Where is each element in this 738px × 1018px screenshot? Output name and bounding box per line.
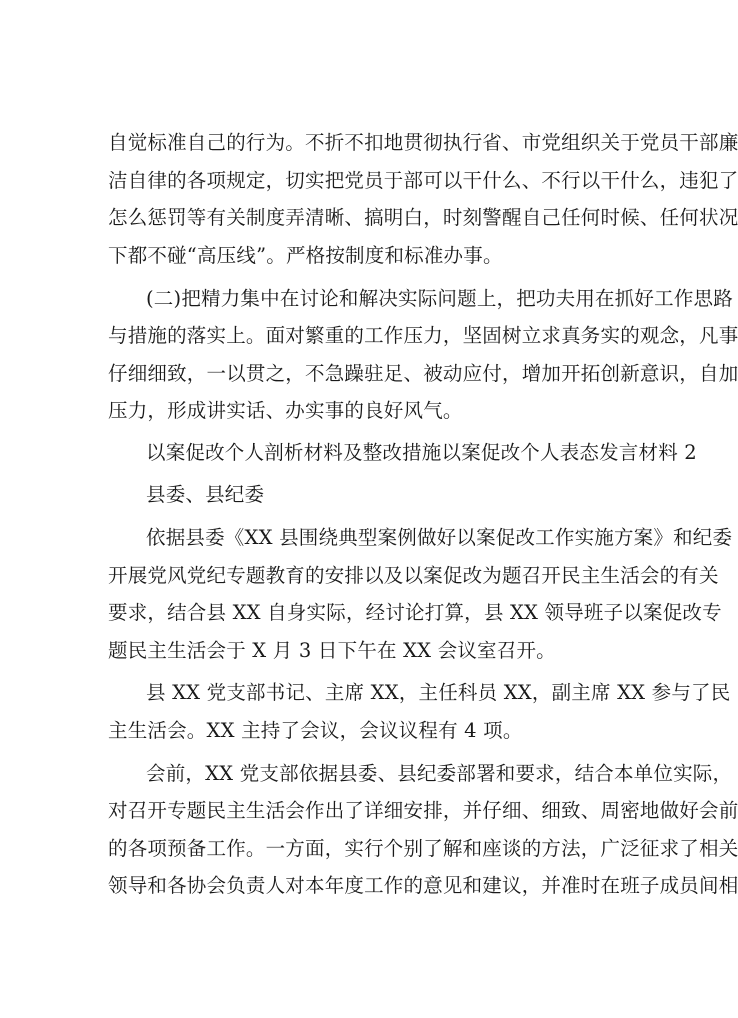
paragraph-line: 题民主生活会于 X 月 3 日下午在 XX 会议室召开。 (108, 639, 556, 662)
paragraph-line: 依据县委《XX 县围绕典型案例做好以案促改工作实施方案》和纪委 (146, 526, 733, 549)
addressee: 县委、县纪委 (146, 483, 265, 506)
paragraph-line: (二)把精力集中在讨论和解决实际问题上，把功夫用在抓好工作思路 (146, 287, 733, 310)
paragraph-line: 会前，XX 党支部依据县委、县纪委部署和要求，结合本单位实际， (146, 762, 733, 785)
section-title: 以案促改个人剖析材料及整改措施以案促改个人表态发言材料 2 (146, 441, 697, 464)
paragraph-line: 与措施的落实上。面对繁重的工作压力，坚固树立求真务实的观念，凡事 (108, 324, 738, 347)
paragraph-line: 下都不碰“高压线”。严格按制度和标准办事。 (108, 244, 503, 267)
paragraph-line: 开展党风党纪专题教育的安排以及以案促改为题召开民主生活会的有关 (108, 564, 719, 587)
paragraph-line: 洁自律的各项规定，切实把党员于部可以干什么、不行以干什么，违犯了 (108, 169, 738, 192)
paragraph-line: 的各项预备工作。一方面，实行个别了解和座谈的方法，广泛征求了相关 (108, 837, 738, 860)
paragraph-line: 领导和各协会负责人对本年度工作的意见和建议，并准时在班子成员间相 (108, 874, 738, 897)
paragraph-line: 主生活会。XX 主持了会议，会议议程有 4 项。 (108, 719, 523, 742)
paragraph-line: 对召开专题民主生活会作出了详细安排，并仔细、细致、周密地做好会前 (108, 799, 738, 822)
paragraph-line: 自觉标准自己的行为。不折不扣地贯彻执行省、市党组织关于党员干部廉 (108, 131, 738, 154)
paragraph-line: 县 XX 党支部书记、主席 XX，主任科员 XX，副主席 XX 参与了民 (146, 681, 731, 704)
paragraph-line: 要求，结合县 XX 自身实际，经讨论打算，县 XX 领导班子以案促改专 (108, 601, 722, 624)
paragraph-line: 怎么惩罚等有关制度弄清晰、搞明白，时刻警醒自己任何时候、任何状况 (108, 206, 738, 229)
paragraph-line: 仔细细致，一以贯之，不急躁驻足、被动应付，增加开拓创新意识，自加 (108, 362, 738, 385)
paragraph-line: 压力，形成讲实话、办实事的良好风气。 (108, 399, 463, 422)
